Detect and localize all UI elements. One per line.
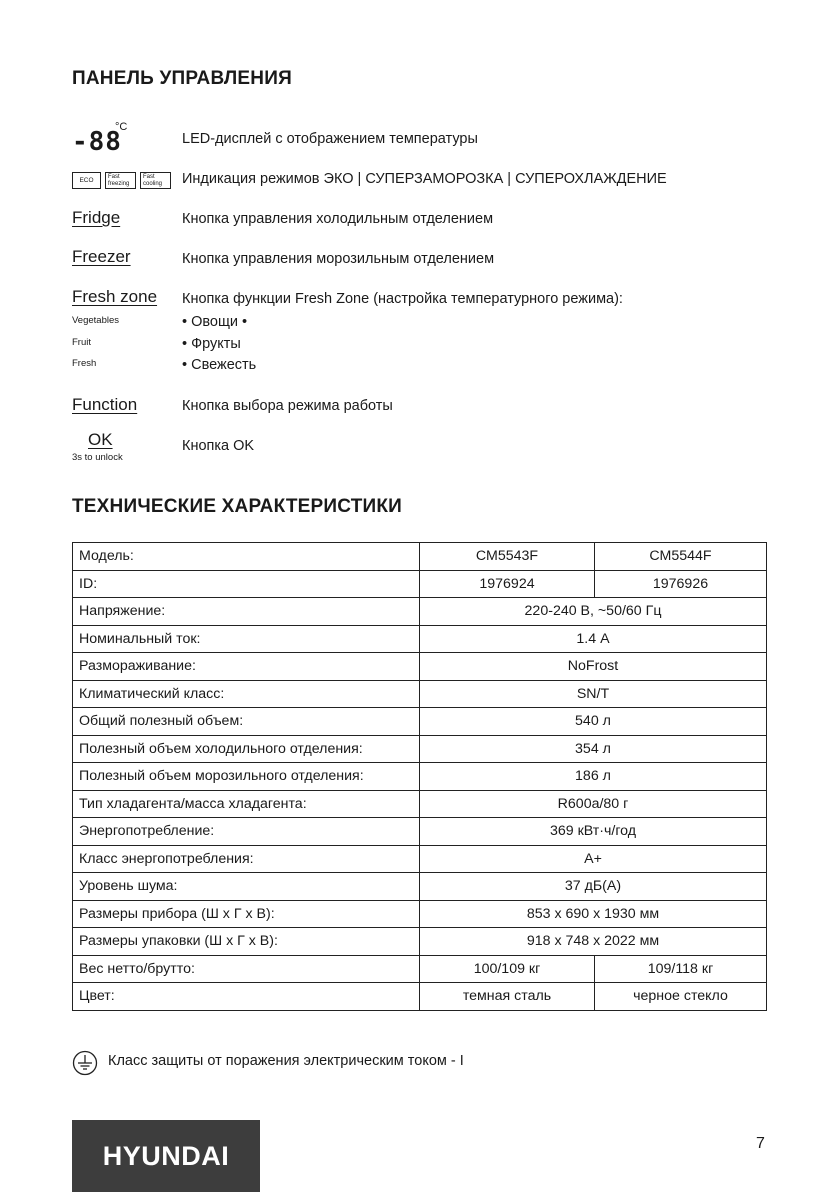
function-description: Кнопка выбора режима работы [182,398,393,414]
spec-label: Напряжение: [73,598,420,626]
fruit-key-label: Fruit [72,337,91,348]
spec-label: Тип хладагента/масса хладагента: [73,790,420,818]
ok-description: Кнопка OK [182,438,255,454]
table-row [73,983,767,1011]
spec-label: Модель: [73,543,420,571]
fresh-description: • Свежесть [182,357,257,373]
function-key-label: Function [72,395,138,414]
spec-value: 540 л [420,708,767,736]
freshzone-description: Кнопка функции Fresh Zone (настройка температурного режима): [182,291,623,307]
spec-label: Класс энергопотребления: [73,845,420,873]
table-row [73,625,767,653]
spec-label: Климатический класс: [73,680,420,708]
freshzone-key-label: Fresh zone [72,287,158,306]
spec-value: СМ5544F [595,543,767,571]
spec-value: 109/118 кг [595,955,767,983]
specs-table [72,542,767,1011]
vegetables-key-label: Vegetables [72,315,120,326]
table-row [73,543,767,571]
spec-value: темная сталь [420,983,595,1011]
spec-value: 354 л [420,735,767,763]
table-row [73,790,767,818]
table-row [73,900,767,928]
spec-value: R600a/80 г [420,790,767,818]
table-row [73,653,767,681]
spec-value: 1976924 [420,570,595,598]
spec-value: 1976926 [595,570,767,598]
eco-indicator-icon: ECO [72,172,101,189]
spec-label: Размеры прибора (Ш х Г х В): [73,900,420,928]
ok-key-label: OK [88,430,113,449]
protection-class-text: Класс защиты от поражения электрическим током - I [108,1053,464,1069]
spec-label: Полезный объем холодильного отделения: [73,735,420,763]
vegetables-description: • Овощи • [182,314,248,330]
spec-label: Полезный объем морозильного отделения: [73,763,420,791]
freezer-description: Кнопка управления морозильным отделением [182,251,495,267]
fast-freezing-indicator-icon: Fast freezing [105,172,136,189]
spec-label: Общий полезный объем: [73,708,420,736]
freezer-key-label: Freezer [72,247,131,266]
fresh-key-label: Fresh [72,358,97,369]
spec-value: черное стекло [595,983,767,1011]
table-row [73,598,767,626]
spec-value: СМ5543F [420,543,595,571]
spec-value: 1.4 А [420,625,767,653]
table-row [73,680,767,708]
spec-value: SN/T [420,680,767,708]
table-row [73,845,767,873]
spec-value: 220-240 В, ~50/60 Гц [420,598,767,626]
spec-label: Уровень шума: [73,873,420,901]
spec-value: 100/109 кг [420,955,595,983]
spec-value: А+ [420,845,767,873]
table-row [73,763,767,791]
led-display-icon: -88 [72,127,122,157]
spec-label: Размораживание: [73,653,420,681]
table-row [73,928,767,956]
ground-icon [72,1050,98,1076]
specs-heading: ТЕХНИЧЕСКИЕ ХАРАКТЕРИСТИКИ [72,496,403,517]
table-row [73,708,767,736]
spec-value: 369 кВт·ч/год [420,818,767,846]
table-row [73,570,767,598]
spec-value: 37 дБ(А) [420,873,767,901]
spec-value: 918 х 748 х 2022 мм [420,928,767,956]
control-panel-heading: ПАНЕЛЬ УПРАВЛЕНИЯ [72,68,292,89]
led-unit-label: °C [115,121,128,133]
spec-value: 853 х 690 х 1930 мм [420,900,767,928]
table-row [73,818,767,846]
modes-description: Индикация режимов ЭКО | СУПЕРЗАМОРОЗКА | СУПЕРОХЛАЖДЕНИЕ [182,171,667,187]
spec-value: 186 л [420,763,767,791]
fast-cooling-indicator-icon: Fast cooling [140,172,171,189]
spec-label: Энергопотребление: [73,818,420,846]
page-number: 7 [756,1135,765,1152]
led-description: LED-дисплей с отображением температуры [182,131,478,147]
fridge-description: Кнопка управления холодильным отделением [182,211,494,227]
spec-label: Размеры упаковки (Ш х Г х В): [73,928,420,956]
spec-label: Номинальный ток: [73,625,420,653]
spec-value: NoFrost [420,653,767,681]
fridge-key-label: Fridge [72,208,121,227]
brand-logo: HYUNDAI [72,1120,260,1192]
table-row [73,873,767,901]
table-row [73,735,767,763]
table-row [73,955,767,983]
fruit-description: • Фрукты [182,336,241,352]
ok-unlock-note: 3s to unlock [72,452,123,463]
spec-label: Цвет: [73,983,420,1011]
spec-label: Вес нетто/брутто: [73,955,420,983]
spec-label: ID: [73,570,420,598]
